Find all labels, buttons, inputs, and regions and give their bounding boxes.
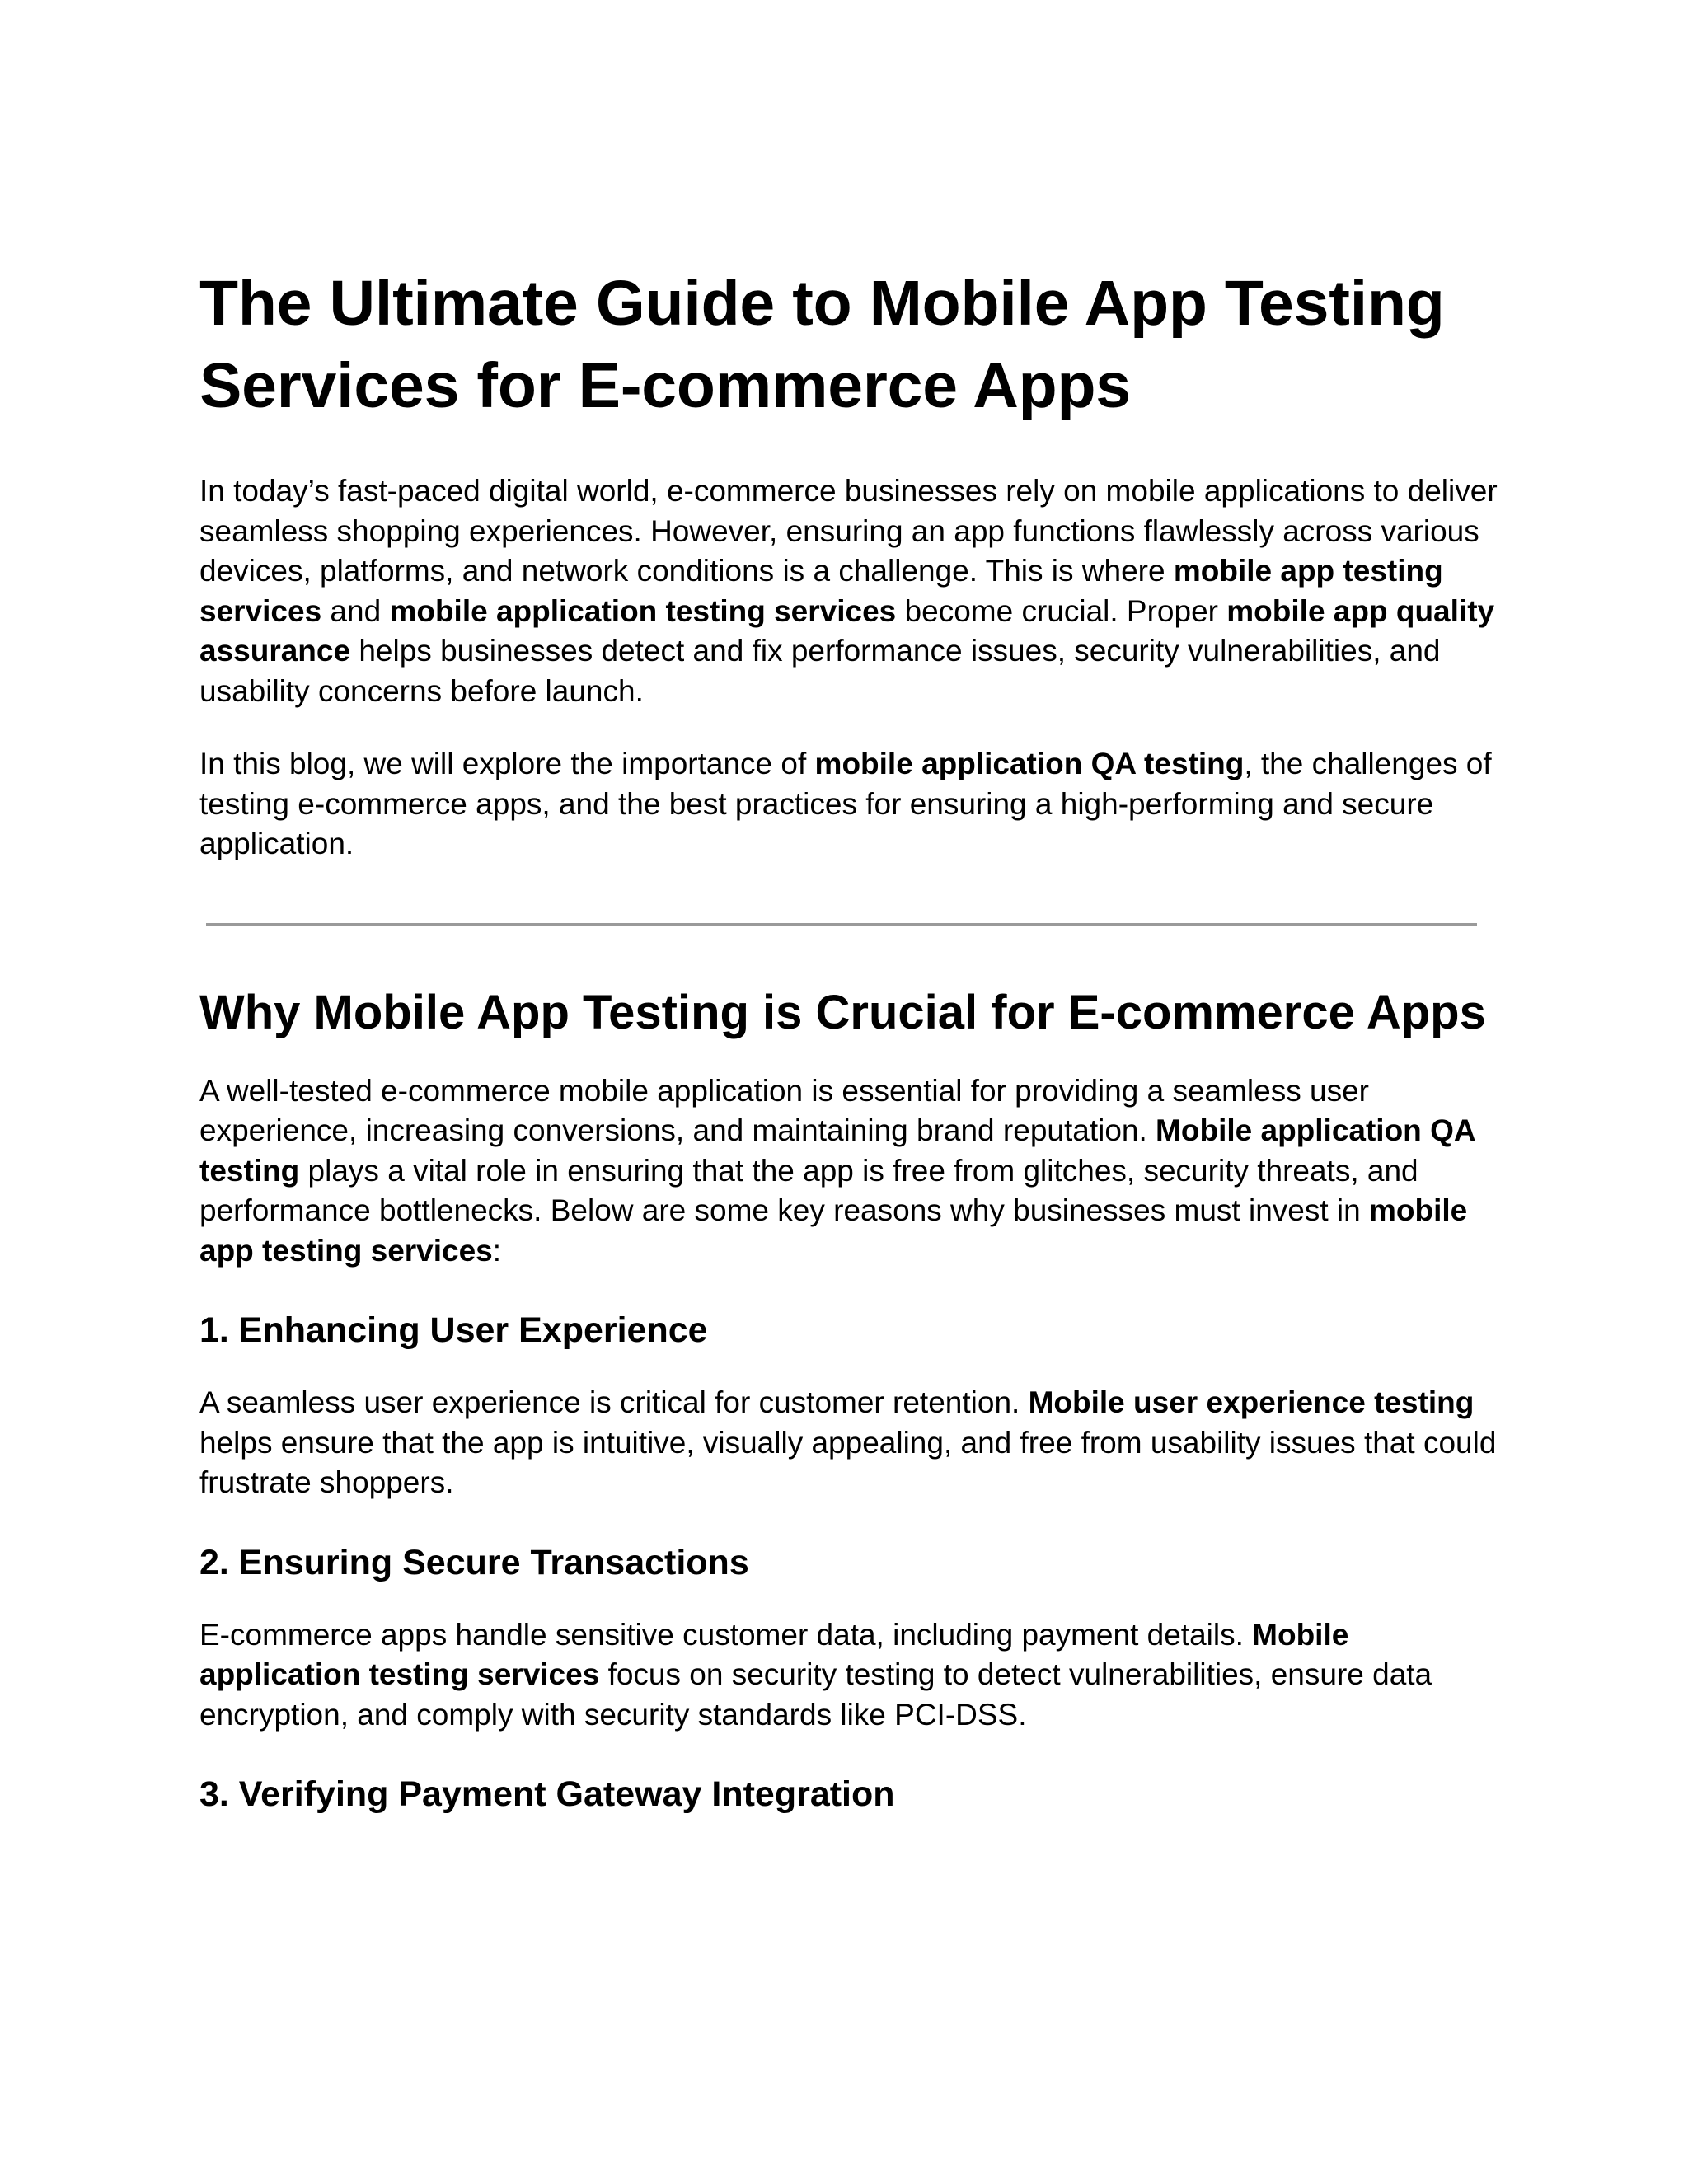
- text-run: , the challenges of testing e-commerce apps, and the best practices for ensuring a high-performing and secure application.: [199, 747, 1492, 860]
- bold-text-run: mobile app testing services: [199, 554, 1443, 628]
- bold-text-run: mobile app testing services: [199, 1193, 1468, 1268]
- why-paragraph: [199, 1071, 1502, 1272]
- text-run: become crucial. Proper: [896, 593, 1227, 628]
- bold-text-run: mobile application testing services: [389, 593, 897, 628]
- text-run: :: [492, 1233, 502, 1268]
- text-run: focus on security testing to detect vulnerabilities, ensure data encryption, and comply with security standards like PCI-DSS.: [199, 1657, 1432, 1732]
- bold-text-run: Mobile user experience testing: [1028, 1385, 1475, 1419]
- intro-paragraph-1: [199, 471, 1502, 711]
- text-run: In this blog, we will explore the importance of: [199, 747, 815, 780]
- text-run: E-commerce apps handle sensitive customer data, including payment details.: [199, 1617, 1253, 1652]
- bold-text-run: mobile app quality assurance: [199, 593, 1495, 668]
- paragraph-enhancing-user-experience: [199, 1383, 1502, 1503]
- text-run: plays a vital role in ensuring that the app is free from glitches, security threats, and performance bottlenecks. Below are some key reasons why businesses must invest in: [199, 1153, 1418, 1227]
- horizontal-divider: [206, 923, 1477, 926]
- subheading-enhancing-user-experience: 1. Enhancing User Experience: [199, 1310, 708, 1350]
- bold-text-run: mobile application QA testing: [814, 747, 1245, 780]
- text-run: In today’s fast-paced digital world, e-commerce businesses rely on mobile applications to deliver seamless shopping experiences. However, ensuring an app functions flawlessly across various devices, platforms, and network conditions is a challenge. This is where: [199, 474, 1498, 588]
- document-title: The Ultimate Guide to Mobile App Testing Services for E-commerce Apps: [199, 268, 1445, 421]
- section-heading-why: Why Mobile App Testing is Crucial for E-commerce Apps: [199, 985, 1486, 1039]
- subheading-secure-transactions: 2. Ensuring Secure Transactions: [199, 1542, 749, 1582]
- bold-text-run: Mobile application QA testing: [199, 1113, 1475, 1188]
- text-run: helps ensure that the app is intuitive, visually appealing, and free from usability issues that could frustrate shoppers.: [199, 1425, 1497, 1499]
- intro-paragraph-2: [199, 744, 1502, 865]
- text-run: and: [321, 593, 390, 628]
- text-run: A well-tested e-commerce mobile application is essential for providing a seamless user experience, increasing conversions, and maintaining brand reputation.: [199, 1073, 1369, 1147]
- text-run: helps businesses detect and fix performance issues, security vulnerabilities, and usability concerns before launch.: [199, 634, 1441, 708]
- bold-text-run: Mobile application testing services: [199, 1617, 1349, 1691]
- paragraph-secure-transactions: [199, 1615, 1502, 1736]
- subheading-payment-gateway-integration: 3. Verifying Payment Gateway Integration: [199, 1774, 895, 1814]
- text-run: A seamless user experience is critical for customer retention.: [199, 1385, 1029, 1419]
- document-page: [199, 262, 1502, 1847]
